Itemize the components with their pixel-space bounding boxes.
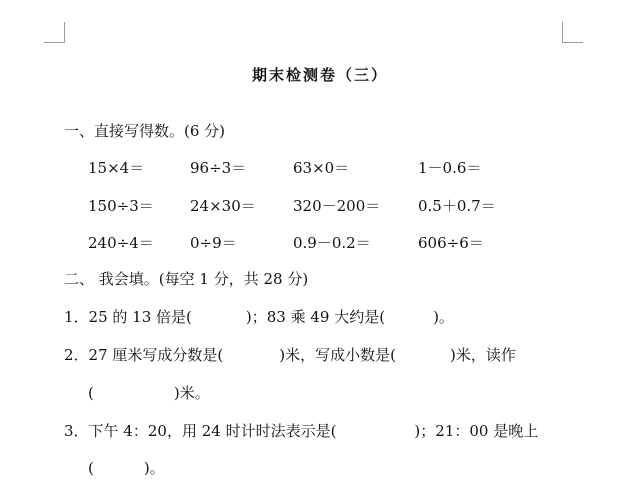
calc-item: 240÷4＝ bbox=[88, 234, 154, 252]
calc-row-1 bbox=[0, 157, 640, 179]
section-2-heading: 二、 我会填。(每空 1 分，共 28 分) bbox=[64, 270, 309, 288]
calc-item: 96÷3＝ bbox=[190, 159, 247, 177]
calc-item: 24×30＝ bbox=[190, 197, 256, 215]
calc-item: 1－0.6＝ bbox=[418, 159, 482, 177]
calc-item: 320－200＝ bbox=[293, 197, 381, 215]
question-3-continuation bbox=[88, 457, 165, 478]
section-1-heading: 一、直接写得数。(6 分) bbox=[64, 122, 226, 140]
calc-row-2 bbox=[0, 195, 640, 217]
exam-title: 期末检测卷（三） bbox=[251, 66, 388, 84]
question-1 bbox=[64, 306, 454, 327]
crop-mark-top-right bbox=[562, 22, 583, 43]
calc-item: 15×4＝ bbox=[88, 159, 145, 177]
question-2-part-b: )米，写成小数是( bbox=[279, 346, 396, 364]
calc-item: 150÷3＝ bbox=[88, 197, 154, 215]
question-1-part-c: )。 bbox=[433, 308, 454, 326]
question-3-part-c: ( bbox=[88, 459, 94, 477]
question-2-part-c: )米，读作 bbox=[449, 346, 516, 364]
question-2 bbox=[64, 344, 516, 365]
question-2-part-d: ( bbox=[88, 384, 94, 402]
question-1-part-b: )；83 乘 49 大约是( bbox=[245, 308, 386, 326]
calc-item: 606÷6＝ bbox=[418, 234, 484, 252]
calc-item: 0.5＋0.7＝ bbox=[418, 197, 496, 215]
question-3-part-a: 3．下午 4：20，用 24 时计时法表示是( bbox=[64, 422, 337, 440]
calc-item: 0÷9＝ bbox=[190, 234, 237, 252]
crop-mark-top-left bbox=[44, 22, 65, 43]
question-3-part-d: )。 bbox=[143, 459, 165, 477]
calc-item: 63×0＝ bbox=[293, 159, 350, 177]
question-2-part-e: )米。 bbox=[173, 384, 210, 402]
calc-item: 0.9－0.2＝ bbox=[293, 234, 371, 252]
calc-row-3 bbox=[0, 232, 640, 254]
question-2-part-a: 2．27 厘米写成分数是( bbox=[64, 346, 224, 364]
question-3-part-b: )；21：00 是晚上 bbox=[414, 422, 539, 440]
question-1-part-a: 1．25 的 13 倍是( bbox=[64, 308, 192, 326]
question-2-continuation bbox=[88, 382, 210, 403]
question-3 bbox=[64, 420, 538, 441]
